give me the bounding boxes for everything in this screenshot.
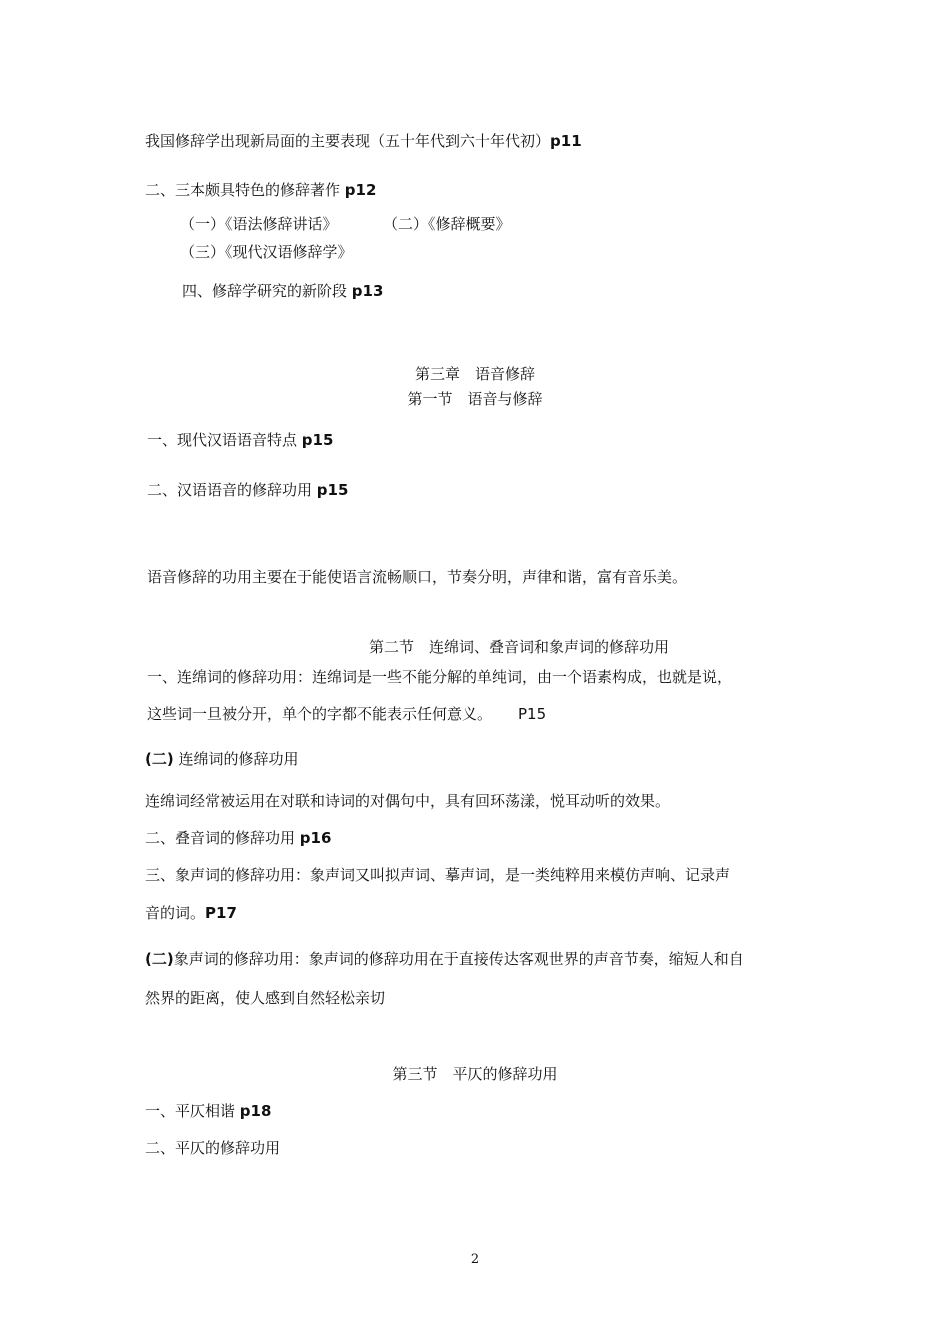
xiangsheng-definition: 三、象声词的修辞功用：象声词又叫拟声词、摹声词，是一类纯粹用来模仿声响、记录声: [145, 866, 731, 884]
heading-new-stage: [182, 281, 383, 301]
page-ref: p13: [351, 282, 384, 300]
page-ref: p16: [299, 829, 332, 847]
phonetic-summary: 语音修辞的功用主要在于能使语言流畅顺口，节奏分明，声律和谐，富有音乐美。: [147, 568, 688, 586]
work-2: （二）《修辞概要》: [383, 215, 511, 233]
work-3: （三）《现代汉语修辞学》: [180, 243, 353, 261]
lianmian-function-text: 连绵词经常被运用在对联和诗词的对偶句中，具有回环荡漾，悦耳动听的效果。: [145, 792, 671, 810]
line-text: 四、修辞学研究的新阶段: [182, 282, 352, 300]
page-ref: p15: [316, 481, 349, 499]
heading-dieyin-function: [145, 828, 331, 848]
page-ref: p15: [301, 431, 334, 449]
heading-pingze-harmony: [145, 1101, 271, 1121]
xiangsheng-function: [145, 949, 744, 969]
heading-three-works: [145, 180, 376, 200]
line-text: 这些词一旦被分开，单个的字都不能表示任何意义。: [147, 705, 493, 723]
xiangsheng-definition-cont: [145, 903, 237, 923]
heading-phonetic-features: [147, 430, 333, 450]
line-text: 二、叠音词的修辞功用: [145, 829, 300, 847]
page-ref: p18: [239, 1102, 272, 1120]
line-text: 我国修辞学出现新局面的主要表现（五十年代到六十年代初）: [145, 132, 551, 150]
lianmian-definition-cont: [147, 704, 546, 724]
heading-phonetic-function: [147, 480, 348, 500]
heading-lianmian-function: [145, 749, 299, 769]
item-number: (二): [145, 750, 174, 768]
line-text: 连绵词的修辞功用: [173, 750, 299, 768]
chapter-title: 第三章 语音修辞: [414, 365, 535, 383]
heading-pingze-function: 二、平仄的修辞功用: [145, 1139, 281, 1157]
section2-title: 第二节 连绵词、叠音词和象声词的修辞功用: [369, 638, 670, 656]
section3-title: 第三节 平仄的修辞功用: [392, 1065, 558, 1083]
line-text: 音的词。: [145, 904, 206, 922]
page-ref: P17: [205, 904, 237, 922]
xiangsheng-function-cont: 然界的距离，使人感到自然轻松亲切: [145, 989, 386, 1007]
page-ref: p11: [550, 132, 582, 150]
page-ref: P15: [518, 705, 547, 723]
item-number: (二): [145, 950, 174, 968]
heading-new-situation: [145, 131, 582, 151]
lianmian-definition: 一、连绵词的修辞功用：连绵词是一些不能分解的单纯词，由一个语素构成，也就是说，: [147, 668, 733, 686]
line-text: 二、三本颇具特色的修辞著作: [145, 181, 345, 199]
work-1: （一）《语法修辞讲话》: [180, 215, 338, 233]
line-text: 一、现代汉语语音特点: [147, 431, 302, 449]
line-text: 象声词的修辞功用：象声词的修辞功用在于直接传达客观世界的声音节奏，缩短人和自: [173, 950, 744, 968]
section1-title: 第一节 语音与修辞: [407, 390, 543, 408]
page-ref: p12: [344, 181, 377, 199]
line-text: 一、平仄相谐: [145, 1102, 240, 1120]
line-text: 二、汉语语音的修辞功用: [147, 481, 317, 499]
page-number: 2: [470, 1252, 480, 1267]
